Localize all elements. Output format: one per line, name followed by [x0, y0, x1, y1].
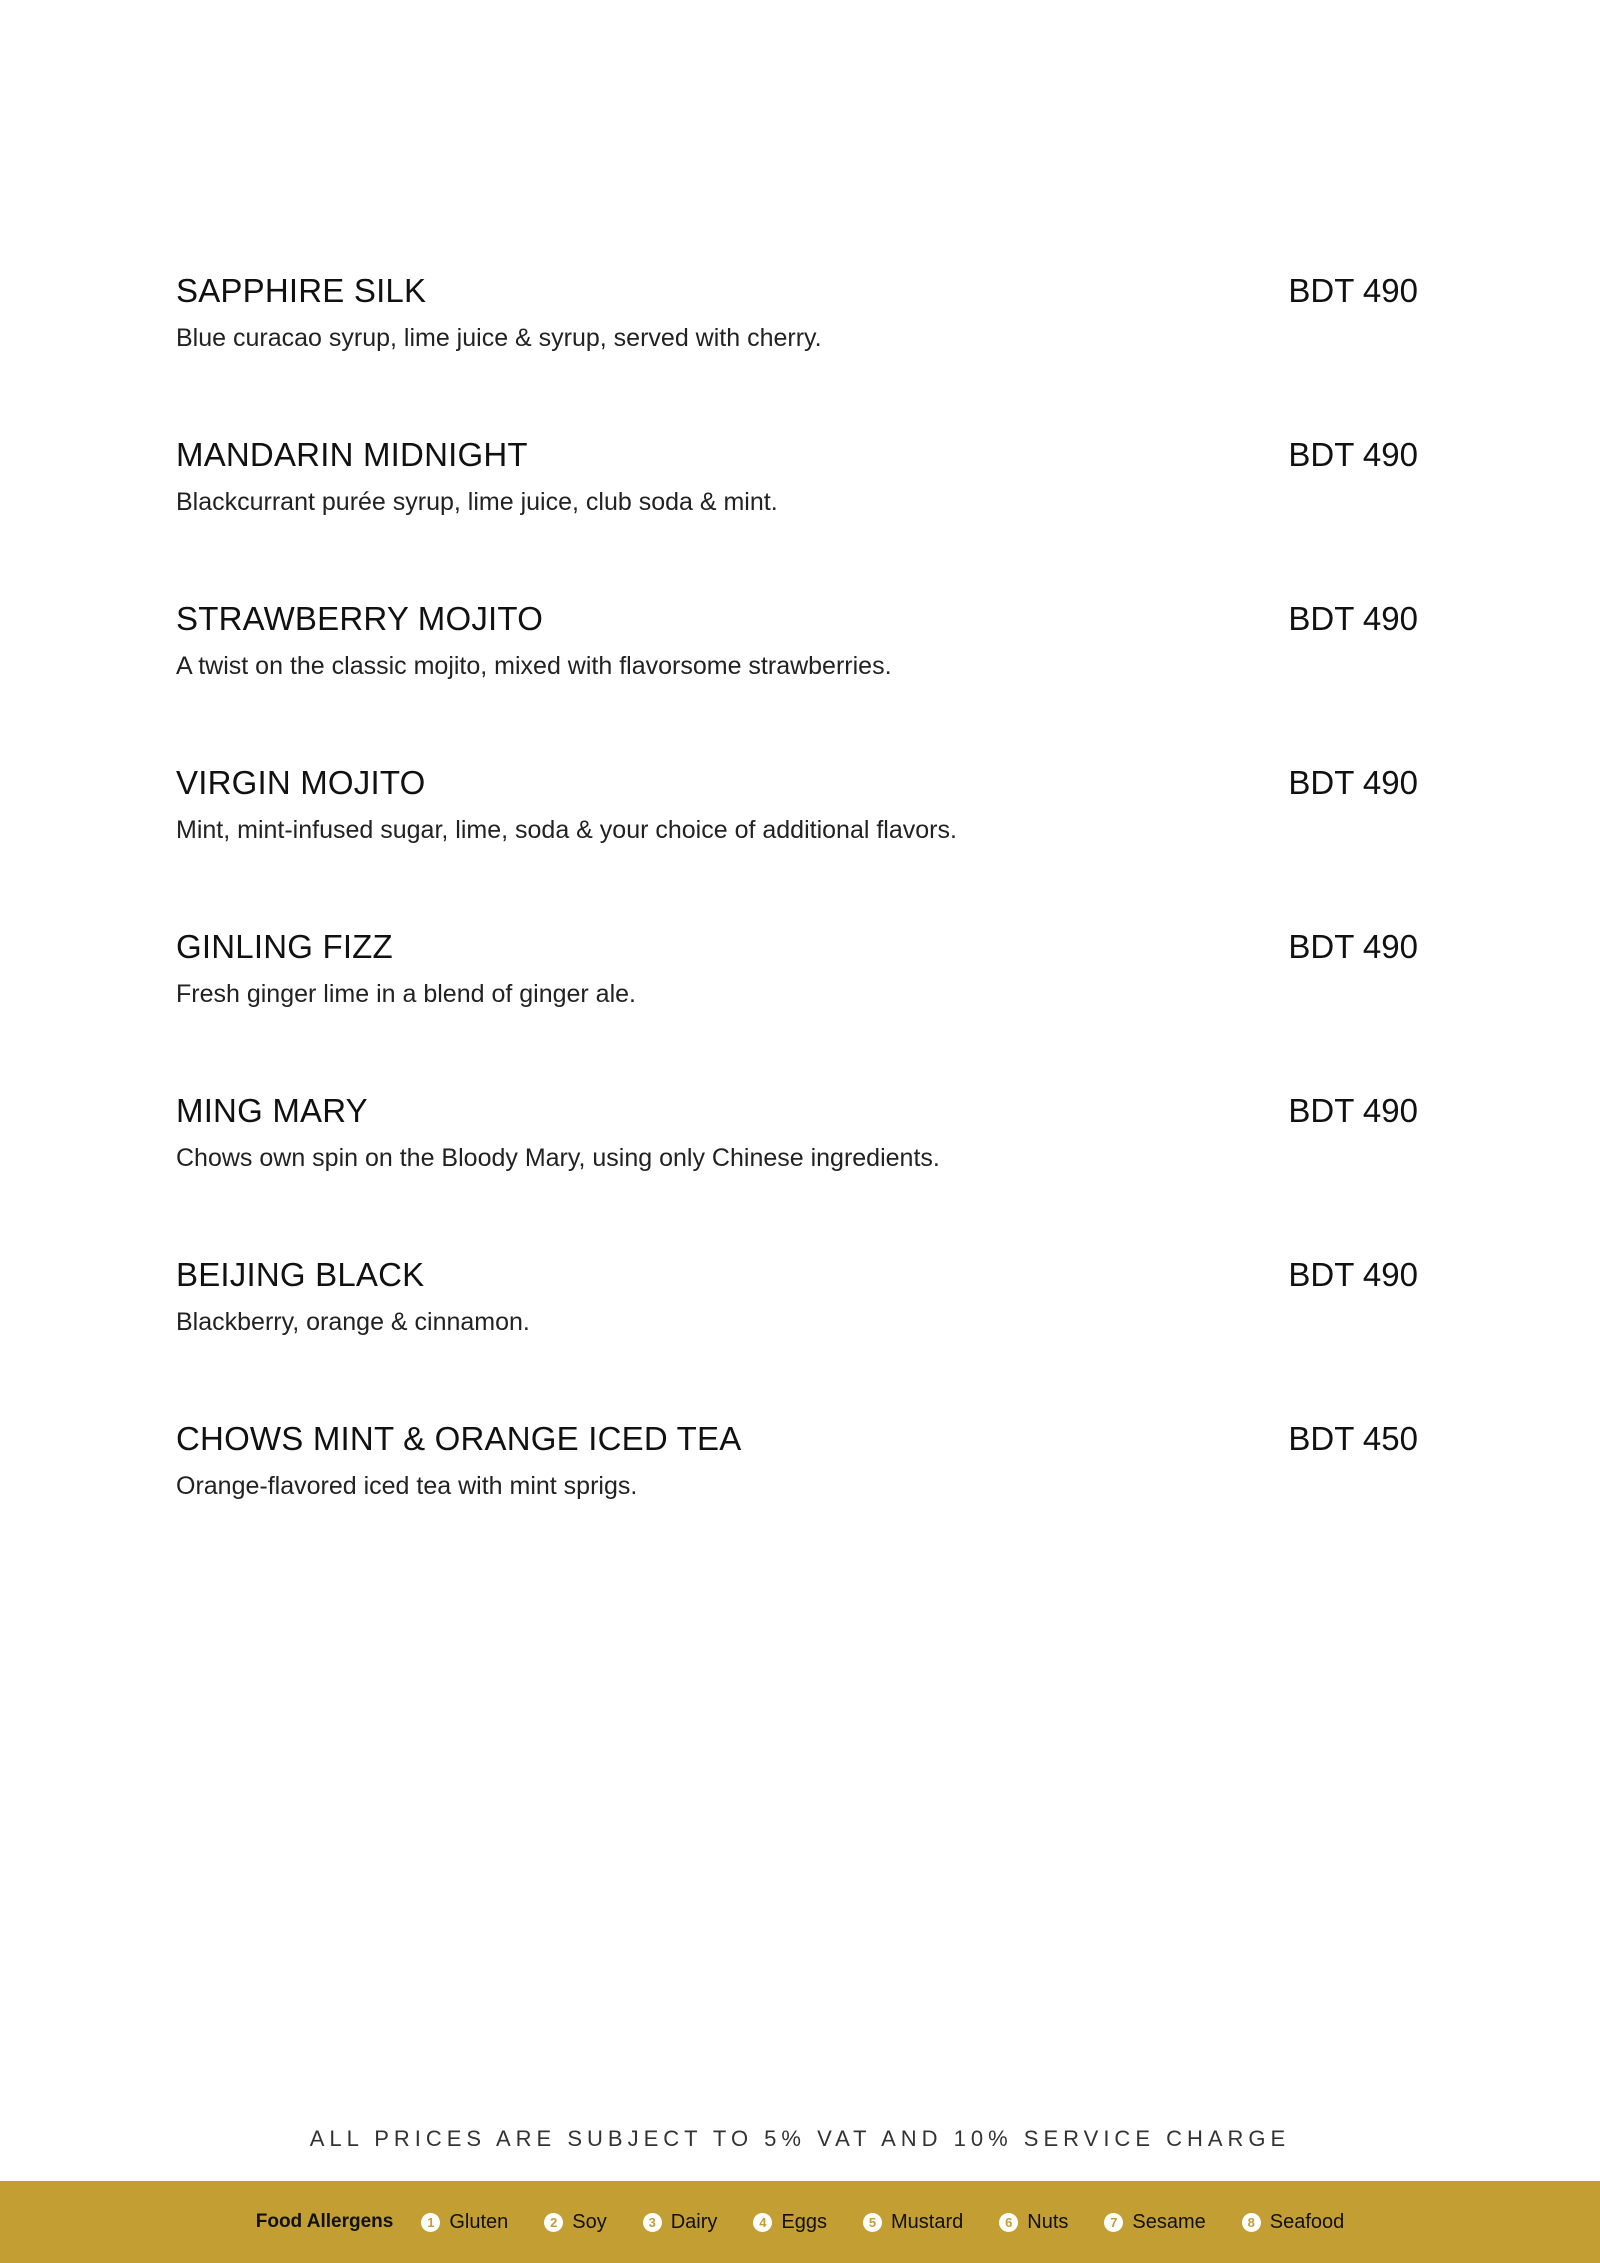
allergen-item	[1242, 2211, 1345, 2234]
menu-item	[176, 922, 1418, 1086]
menu-item-description: Orange-flavored iced tea with mint sprigs.	[176, 1472, 638, 1500]
allergen-label: Dairy	[670, 2210, 718, 2233]
allergen-bar	[0, 2181, 1600, 2263]
allergen-number-badge: 3	[643, 2213, 662, 2232]
allergen-item	[863, 2211, 963, 2234]
menu-item-description: Blackberry, orange & cinnamon.	[176, 1308, 530, 1336]
menu-list	[176, 266, 1418, 1578]
menu-item-name: SAPPHIRE SILK	[176, 272, 427, 309]
menu-item-name: GINLING FIZZ	[176, 928, 393, 965]
menu-item-name: CHOWS MINT & ORANGE ICED TEA	[176, 1420, 742, 1457]
allergen-label: Mustard	[891, 2210, 964, 2233]
menu-item-name: BEIJING BLACK	[176, 1256, 425, 1293]
allergen-item	[753, 2211, 827, 2234]
menu-item	[176, 1086, 1418, 1250]
menu-item-description: Blue curacao syrup, lime juice & syrup, served with cherry.	[176, 324, 822, 352]
allergen-number-badge: 4	[753, 2213, 772, 2232]
allergen-label: Seafood	[1269, 2210, 1345, 2233]
allergen-label: Sesame	[1132, 2210, 1206, 2233]
allergen-number-badge: 5	[863, 2213, 882, 2232]
allergen-item	[643, 2211, 718, 2234]
menu-item	[176, 1414, 1418, 1578]
menu-item-price: BDT 490	[1288, 928, 1418, 965]
menu-item	[176, 758, 1418, 922]
allergen-label: Gluten	[449, 2210, 509, 2233]
menu-item-description: Mint, mint-infused sugar, lime, soda & your choice of additional flavors.	[176, 816, 957, 844]
menu-item-price: BDT 490	[1288, 1256, 1418, 1293]
menu-item-description: Chows own spin on the Bloody Mary, using only Chinese ingredients.	[176, 1144, 940, 1172]
menu-item-price: BDT 490	[1288, 600, 1418, 637]
menu-item-name: VIRGIN MOJITO	[176, 764, 426, 801]
menu-item	[176, 1250, 1418, 1414]
allergen-number-badge: 8	[1242, 2213, 1261, 2232]
allergen-label: Nuts	[1027, 2210, 1069, 2233]
menu-item-price: BDT 490	[1288, 1092, 1418, 1129]
allergen-number-badge: 6	[999, 2213, 1018, 2232]
menu-item	[176, 430, 1418, 594]
menu-item	[176, 594, 1418, 758]
allergen-number-badge: 1	[421, 2213, 440, 2232]
allergen-item	[1104, 2211, 1205, 2234]
menu-item-price: BDT 490	[1288, 272, 1418, 309]
menu-item-price: BDT 490	[1288, 436, 1418, 473]
allergen-list	[256, 2211, 1345, 2234]
allergen-item	[999, 2211, 1068, 2234]
allergen-label: Soy	[572, 2210, 607, 2233]
menu-item-name: MANDARIN MIDNIGHT	[176, 436, 528, 473]
allergen-label: Eggs	[781, 2210, 827, 2233]
vat-service-notice: ALL PRICES ARE SUBJECT TO 5% VAT AND 10% SERVICE CHARGE	[309, 2126, 1291, 2151]
menu-item-name: MING MARY	[176, 1092, 368, 1129]
menu-item-description: A twist on the classic mojito, mixed with flavorsome strawberries.	[176, 652, 892, 680]
allergen-item	[544, 2211, 606, 2234]
menu-item-price: BDT 450	[1288, 1420, 1418, 1457]
menu-item-name: STRAWBERRY MOJITO	[176, 600, 544, 637]
allergen-title: Food Allergens	[255, 2211, 394, 2232]
allergen-number-badge: 2	[544, 2213, 563, 2232]
menu-item-description: Blackcurrant purée syrup, lime juice, club soda & mint.	[176, 488, 778, 516]
menu-item	[176, 266, 1418, 430]
allergen-number-badge: 7	[1104, 2213, 1123, 2232]
menu-item-price: BDT 490	[1288, 764, 1418, 801]
menu-item-description: Fresh ginger lime in a blend of ginger ale.	[176, 980, 636, 1008]
allergen-item	[421, 2211, 508, 2234]
